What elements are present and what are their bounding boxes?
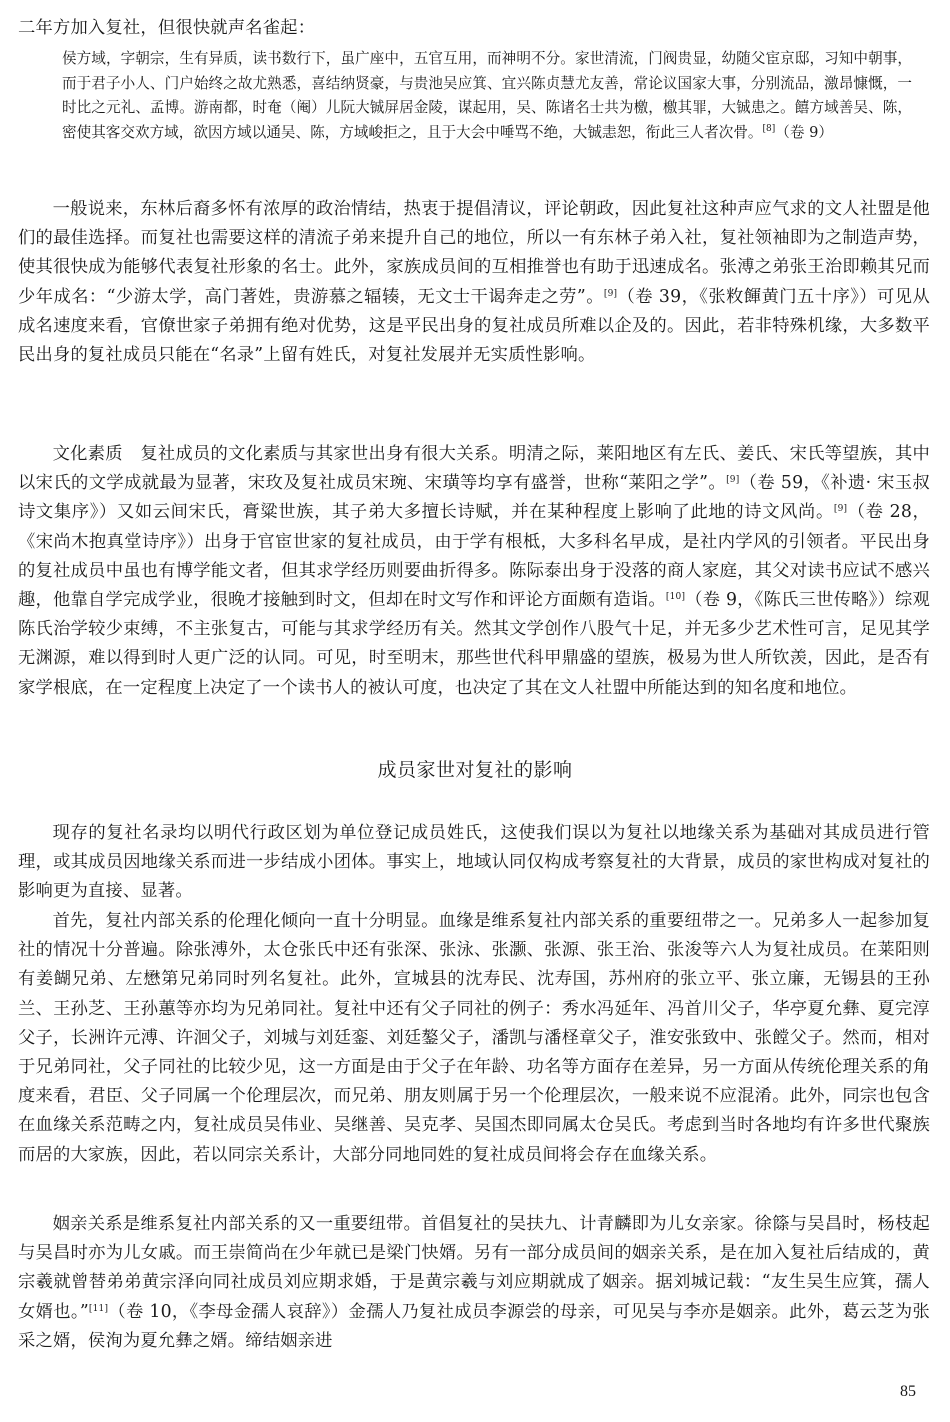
paragraph-2: 文化素质 复社成员的文化素质与其家世出身有很大关系。明清之际，莱阳地区有左氏、姜氏、宋氏等望族，其中以宋氏的文学成就最为显著，宋玫及复社成员宋琬、宋璜等均享有盛誉，世称“莱阳之学”。[9]（卷 59，《补遗· 宋玉叔诗文集序》）又如云间宋氏，膏粱世族，其子弟大多擅长诗赋，并在某种程度上影响了此地的诗文风尚。[9]（卷 28，《宋尚木抱真堂诗序》）出身于官宦世家的复社成员，由于学有根柢，大多科名早成，是社内学风的引领者。平民出身的复社成员中虽也有博学能文者，但其求学经历则要曲折得多。陈际泰出身于没落的商人家庭，其父对读书应试不感兴趣，他靠自学完成学业，很晚才接触到时文，但却在时文写作和评论方面颇有造诣。[10]（卷 9，《陈氏三世传略》）综观陈氏治学较少束缚，不主张复古，可能与其求学经历有关。然其文学创作八股气十足，并无多少艺术性可言，足见其学无渊源，难以得到时人更广泛的认同。可见，时至明末，那些世代科甲鼎盛的望族，极易为世人所钦羡，因此，是否有家学根底，在一定程度上决定了一个读书人的被认可度，也决定了其在文人社盟中所能达到的知名度和地位。 [18, 444, 931, 698]
quote-text: 侯方域，字朝宗，生有异质，读书数行下，虽广座中，五官互用，而神明不分。家世清流，门阀贵显，幼随父宦京邸，习知中朝事，而于君子小人、门户始终之故尤熟悉，喜结纳贤豪，与贵池吴应箕、宜兴陈贞慧尤友善，常论议国家大事，分别流品，激昂慷慨，一时比之元礼、孟博。游南都，时奄（阉）儿阮大铖屏居金陵，谋起用，吴、陈诸名士共为檄，檄其罪，大铖患之。饎方域善吴、陈，密使其客交欢方域，欲因方域以通吴、陈，方域峻拒之，且于大会中唾骂不绝，大铖恚恕，衔此三人者次骨。 [62, 50, 912, 141]
page-number: 85 [900, 1383, 916, 1400]
footnote-ref[interactable]: [9] [833, 504, 848, 515]
paragraph-3: 现存的复社名录均以明代行政区划为单位登记成员姓氏，这使我们误以为复社以地缘关系为基础对其成员进行管理，或其成员因地缘关系而进一步结成小团体。事实上，地域认同仅构成考察复社的大背景，成员的家世构成对复社的影响更为直接、显著。 [18, 823, 930, 902]
intro-line: 二年方加入复社，但很快就声名雀起： [18, 18, 316, 38]
footnote-ref[interactable]: [10] [665, 592, 686, 603]
paragraph-5: 姻亲关系是维系复社内部关系的又一重要纽带。首倡复社的吴扶九、计青麟即为儿女亲家。徐篨与吴昌时，杨枝起与吴昌时亦为儿女戚。而王崇简尚在少年就已是梁门快婿。另有一部分成员间的姻亲关系，是在加入复社后结成的，黄宗羲就曾替弟弟黄宗泽向同社成员刘应期求婚，于是黄宗羲与刘应期就成了姻亲。据刘城记载：“友生吴生应箕，孺人女婿也。”[11]（卷 10，《李母金孺人哀辞》）金孺人乃复社成员李源尝的母亲，可见吴与李亦是姻亲。此外，葛云芝为张采之婿，侯洵为夏允彝之婿。缔结姻亲进 [18, 1214, 930, 1351]
footnote-ref[interactable]: [8] [762, 123, 776, 134]
footnote-ref[interactable]: [9] [603, 288, 618, 299]
paragraph-4: 首先，复社内部关系的伦理化倾向一直十分明显。血缘是维系复社内部关系的重要纽带之一。兄弟多人一起参加复社的情况十分普遍。除张溥外，太仓张氏中还有张深、张泳、张灏、张源、张王治、张浚等六人为复社成员。在莱阳则有姜餬兄弟、左懋第兄弟同时列名复社。此外，宣城县的沈寿民、沈寿国，苏州府的张立平、张立廉，无锡县的王孙兰、王孙芝、王孙蕙等亦均为兄弟同社。复社中还有父子同社的例子：秀水冯延年、冯首川父子，华亭夏允彝、夏完淳父子，长洲许元溥、许洄父子，刘城与刘廷銮、刘廷鏊父子，潘凯与潘柽章父子，淮安张致中、张饄父子。然而，相对于兄弟同社，父子同社的比较少见，这一方面是由于父子在年龄、功名等方面存在差异，另一方面从传统伦理关系的角度来看，君臣、父子同属一个伦理层次，而兄弟、朋友则属于另一个伦理层次，一般来说不应混淆。此外，同宗也包含在血缘关系范畴之内，复社成员吴伟业、吴继善、吴克孝、吴国杰即同属太仓吴氏。考虑到当时各地均有许多世代聚族而居的大家族，因此，若以同宗关系计，大部分同地同姓的复社成员间将会存在血缘关系。 [18, 911, 930, 1165]
block-quote [62, 47, 912, 145]
quote-source: （卷 9） [775, 123, 833, 141]
footnote-ref[interactable]: [11] [88, 1303, 109, 1314]
section-heading: 成员家世对复社的影响 [377, 759, 573, 781]
footnote-ref[interactable]: [9] [726, 475, 740, 486]
paragraph-1: 一般说来，东林后裔多怀有浓厚的政治情结，热衷于提倡清议，评论朝政，因此复社这种声应气求的文人社盟是他们的最佳选择。而复社也需要这样的清流子弟来提升自己的地位，所以一有东林子弟入社，复社领袖即为之制造声势，使其很快成为能够代表复社形象的名士。此外，家族成员间的互相推誉也有助于迅速成名。张溥之弟张王治即赖其兄而少年成名：“少游太学，高门著姓，贵游慕之辐辏，无文士干谒奔走之劳”。[9]（卷 39，《张敉餫黄门五十序》）可见从成名速度来看，官僚世家子弟拥有绝对优势，这是平民出身的复社成员所难以企及的。因此，若非特殊机缘，大多数平民出身的复社成员只能在“名录”上留有姓氏，对复社发展并无实质性影响。 [18, 199, 930, 366]
